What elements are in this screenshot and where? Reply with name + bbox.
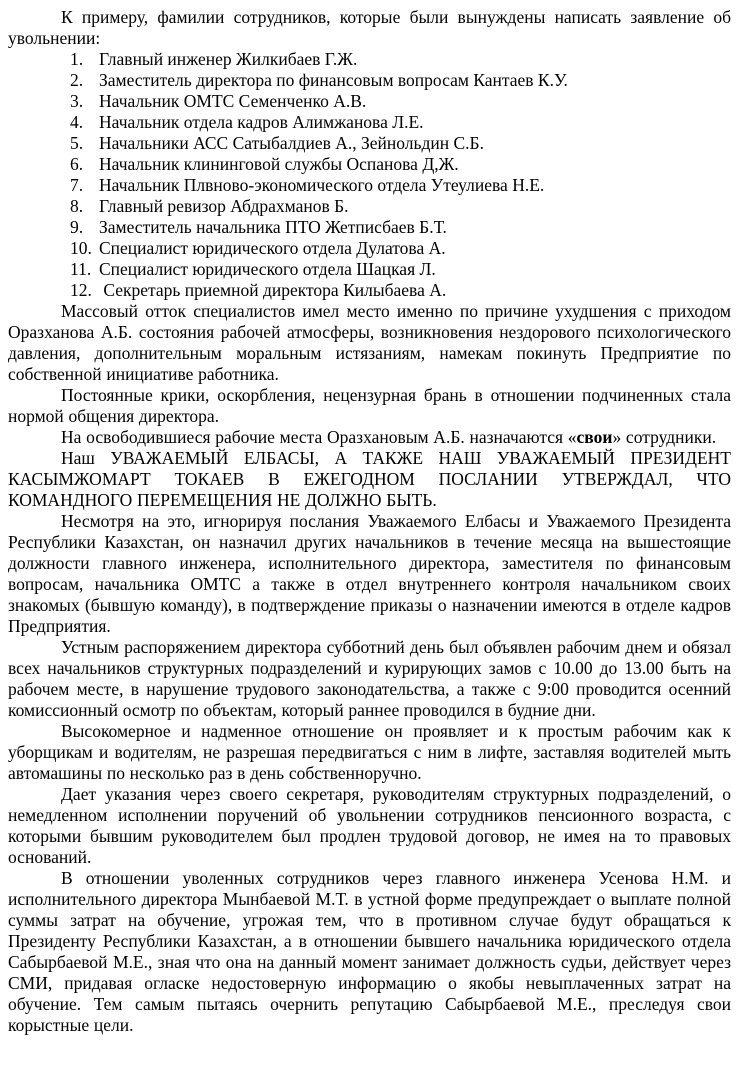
paragraph-saturday-order: Устным распоряжением директора субботний день был объявлен рабочим днем и обязал всех начальников структурных подразделений и курирующих замов с 10.00 до 13.00 быть на рабочем месте, в нарушение трудового законодательства, а также с 9:00 проводится осенний комиссионный осмотр по объектам, который раннее проводился в будние дни. (8, 637, 731, 720)
list-item (70, 175, 731, 196)
paragraph-despite: Несмотря на это, игнорируя послания Уважаемого Елбасы и Уважаемого Президента Республики Казахстан, он назначил других начальников в течение месяца на вышестоящие должности главного инженера, исполнительного директора, заместителя по финансовым вопросам, начальника ОМТС а также в отдел внутреннего контроля начальником своих знакомых (бывшую команду), в подтверждение приказы о назначении имеются в отделе кадров Предприятия. (8, 511, 731, 636)
list-item (70, 154, 731, 175)
list-item-number: 10. (70, 238, 92, 258)
list-item-number: 12. (70, 280, 92, 300)
list-item-number: 4. (70, 112, 84, 132)
dismissed-employees-list (8, 49, 731, 301)
list-item (70, 217, 731, 238)
paragraph-svoi (8, 427, 731, 448)
list-item-number: 2. (70, 70, 84, 90)
list-item-text: Специалист юридического отдела Дулатова А. (99, 238, 446, 258)
paragraph-svoi-after: » сотрудники. (612, 427, 717, 447)
paragraph-dismissed-threats: В отношении уволенных сотрудников через главного инженера Усенова Н.М. и исполнительного директора Мынбаевой М.Т. в устной форме предупреждает о выплате полной суммы затрат на обучение, угрожая тем, что в противном случае будут обращаться к Президенту Республики Казахстан, а в отношении бывшего начальника юридического отдела Сабырбаевой М.Е., зная что она на данный момент занимает должность судьи, действует через СМИ, придавая огласке недостоверную информацию о якобы невыплаченных затрат на обучение. Тем самым пытаясь очернить репутацию Сабырбаевой М.Е., преследуя свои корыстные цели. (8, 868, 731, 1035)
list-item-text: Главный ревизор Абдрахманов Б. (99, 196, 349, 216)
list-item (70, 133, 731, 154)
list-item-text: Заместитель директора по финансовым вопросам Кантаев К.У. (99, 70, 568, 90)
paragraph-shouting: Постоянные крики, оскорбления, нецензурная брань в отношении подчиненных стала нормой общения директора. (8, 385, 731, 426)
list-item-text: Заместитель начальника ПТО Жетписбаев Б.Т. (99, 217, 447, 237)
paragraph-instructions: Дает указания через своего секретаря, руководителям структурных подразделений, о немедленном исполнении поручений об увольнении сотрудников пенсионного возраста, с которыми бывшим руководителем был продлен трудовой договор, не имея на то правовых оснований. (8, 784, 731, 867)
list-item (70, 259, 731, 280)
list-item-text: Начальник клининговой службы Оспанова Д,Ж. (99, 154, 459, 174)
list-item-text: Секретарь приемной директора Килыбаева А. (99, 280, 447, 300)
paragraph-svoi-before: На освободившиеся рабочие места Оразхановым А.Б. назначаются « (61, 427, 577, 447)
list-item (70, 196, 731, 217)
list-item (70, 112, 731, 133)
list-item (70, 70, 731, 91)
list-item-text: Главный инженер Жилкибаев Г.Ж. (99, 49, 358, 69)
list-item-number: 9. (70, 217, 84, 237)
list-item-text: Начальник ОМТС Семенченко А.В. (99, 91, 367, 111)
list-item-number: 11. (70, 259, 92, 279)
list-item-number: 3. (70, 91, 84, 111)
paragraph-intro: К примеру, фамилии сотрудников, которые были вынуждены написать заявление об увольнении: (8, 7, 731, 48)
list-item (70, 91, 731, 112)
paragraph-elbasy: Наш УВАЖАЕМЫЙ ЕЛБАСЫ, А ТАКЖЕ НАШ УВАЖАЕМЫЙ ПРЕЗИДЕНТ КАСЫМЖОМАРТ ТОКАЕВ В ЕЖЕГОДНОМ ПОСЛАНИИ УТВЕРЖДАЛ, ЧТО КОМАНДНОГО ПЕРЕМЕЩЕНИЯ НЕ ДОЛЖНО БЫТЬ. (8, 448, 731, 510)
list-item (70, 49, 731, 70)
paragraph-arrogance: Высокомерное и надменное отношение он проявляет и к простым рабочим как к уборщикам и водителям, не разрешая передвигаться с ним в лифте, заставляя водителей мыть автомашины по несколько раз в день собственноручно. (8, 721, 731, 783)
paragraph-svoi-bold: свои (576, 427, 613, 447)
list-item-number: 1. (70, 49, 84, 69)
list-item-text: Специалист юридического отдела Шацкая Л. (99, 259, 436, 279)
list-item-number: 7. (70, 175, 84, 195)
list-item (70, 238, 731, 259)
paragraph-mass-outflow: Массовый отток специалистов имел место именно по причине ухудшения с приходом Оразханова А.Б. состояния рабочей атмосферы, возникновения нездорового психологического давления, дополнительным моральным истязаниям, намекам покинуть Предприятие по собственной инициативе работника. (8, 301, 731, 384)
list-item-text: Начальники АСС Сатыбалдиев А., Зейнольдин С.Б. (99, 133, 484, 153)
list-item-text: Начальник отдела кадров Алимжанова Л.Е. (99, 112, 424, 132)
list-item-number: 8. (70, 196, 84, 216)
list-item-number: 5. (70, 133, 84, 153)
list-item-number: 6. (70, 154, 84, 174)
list-item-text: Начальник Плвново-экономического отдела Утеулиева Н.Е. (99, 175, 545, 195)
list-item (70, 280, 731, 301)
